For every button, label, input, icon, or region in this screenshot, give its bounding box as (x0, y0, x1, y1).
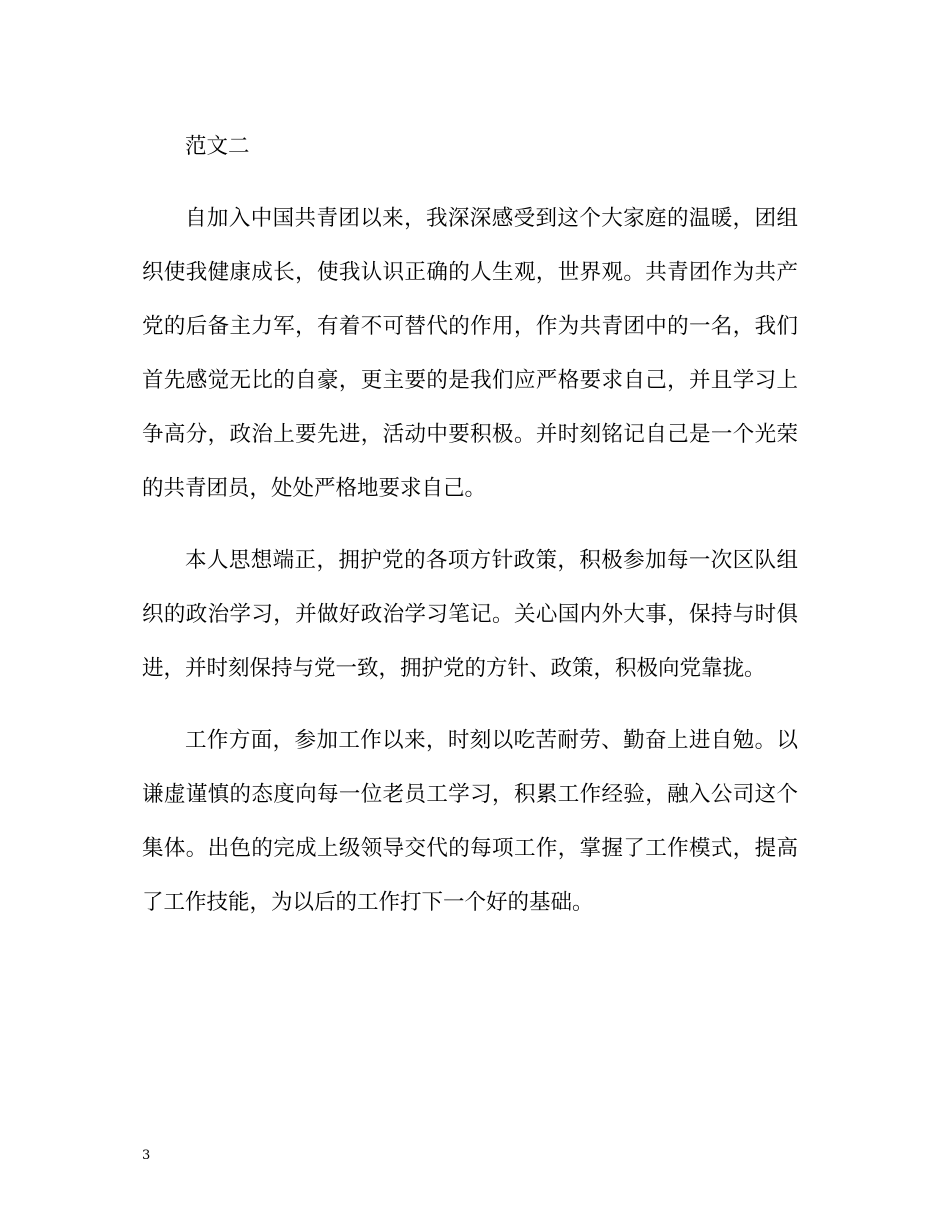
section-heading: 范文二 (185, 134, 250, 159)
paragraph-line: 进，并时刻保持与党一致，拥护党的方针、政策，积极向党靠拢。 (142, 656, 766, 681)
paragraph-line: 集体。出色的完成上级领导交代的每项工作，掌握了工作模式，提高 (142, 836, 798, 861)
paragraph-3 (142, 714, 798, 930)
paragraph-line: 自加入中国共青团以来，我深深感受到这个大家庭的温暖，团组 (185, 206, 798, 231)
paragraph-line: 党的后备主力军，有着不可替代的作用，作为共青团中的一名，我们 (142, 314, 798, 339)
paragraph-1 (142, 192, 798, 516)
paragraph-line: 本人思想端正，拥护党的各项方针政策，积极参加每一次区队组 (185, 548, 798, 573)
paragraph-line: 织的政治学习，并做好政治学习笔记。关心国内外大事，保持与时俱 (142, 602, 798, 627)
paragraph-line: 织使我健康成长，使我认识正确的人生观，世界观。共青团作为共产 (142, 260, 798, 285)
paragraph-line: 的共青团员，处处严格地要求自己。 (142, 476, 487, 501)
paragraph-line: 首先感觉无比的自豪，更主要的是我们应严格要求自己，并且学习上 (142, 368, 798, 393)
paragraph-2 (142, 534, 798, 696)
paragraph-line: 争高分，政治上要先进，活动中要积极。并时刻铭记自己是一个光荣 (142, 422, 798, 447)
paragraph-line: 工作方面，参加工作以来，时刻以吃苦耐劳、勤奋上进自勉。以 (185, 728, 798, 753)
paragraph-line: 谦虚谨慎的态度向每一位老员工学习，积累工作经验，融入公司这个 (142, 782, 798, 807)
document-body (142, 120, 798, 930)
paragraph-line: 了工作技能，为以后的工作打下一个好的基础。 (142, 890, 594, 915)
page-number: 3 (142, 1148, 151, 1163)
